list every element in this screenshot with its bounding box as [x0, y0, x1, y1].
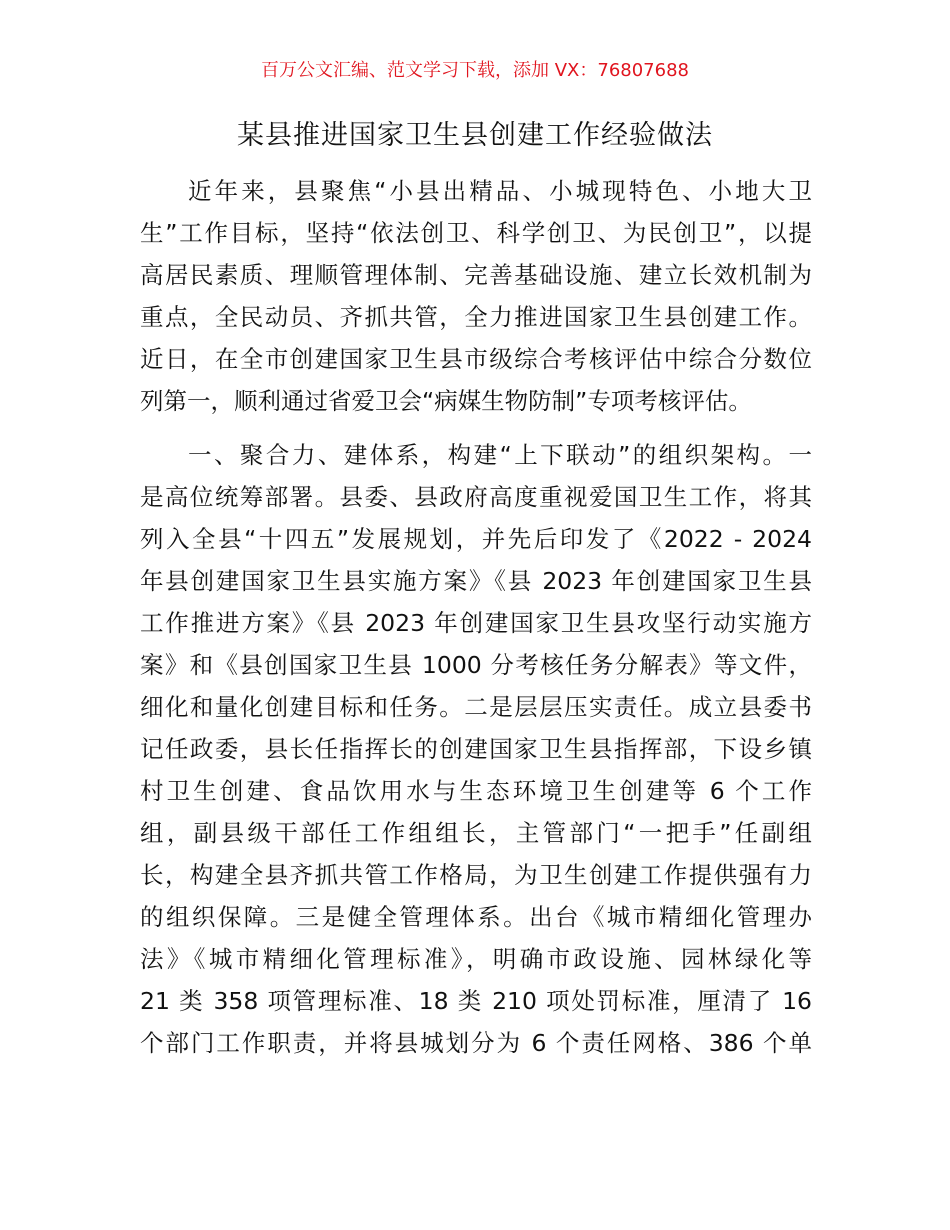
- text-line: 生”工作目标，坚持“依法创卫、科学创卫、为民创卫”，以提: [140, 219, 812, 247]
- document-body: [140, 170, 812, 1064]
- text-line: 重点，全民动员、齐抓共管，全力推进国家卫生县创建工作。: [140, 303, 812, 331]
- text-line: 的组织保障。三是健全管理体系。出台《城市精细化管理办: [140, 903, 812, 931]
- document-title: 某县推进国家卫生县创建工作经验做法: [237, 120, 713, 151]
- text-line: 工作推进方案》《县 2023 年创建国家卫生县攻坚行动实施方: [140, 609, 812, 637]
- text-line: 年县创建国家卫生县实施方案》《县 2023 年创建国家卫生县: [140, 567, 812, 595]
- paragraph-section-1: [140, 434, 812, 1064]
- text-line: 高居民素质、理顺管理体制、完善基础设施、建立长效机制为: [140, 261, 812, 289]
- text-line: 个部门工作职责，并将县城划分为 6 个责任网格、386 个单: [140, 1029, 812, 1057]
- text-line: 法》《城市精细化管理标准》，明确市政设施、园林绿化等: [140, 945, 812, 973]
- text-line: 近年来，县聚焦“小县出精品、小城现特色、小地大卫: [188, 177, 812, 205]
- text-line: 组，副县级干部任工作组组长，主管部门“一把手”任副组: [140, 819, 812, 847]
- paragraph-gap: [140, 422, 812, 434]
- text-line: 是高位统筹部署。县委、县政府高度重视爱国卫生工作，将其: [140, 483, 812, 511]
- text-line: 村卫生创建、食品饮用水与生态环境卫生创建等 6 个工作: [140, 777, 812, 805]
- text-line: 长，构建全县齐抓共管工作格局，为卫生创建工作提供强有力: [140, 861, 812, 889]
- watermark-header: 百万公文汇编、范文学习下载，添加 VX：76807688: [261, 60, 689, 81]
- text-line: 列第一，顺利通过省爱卫会“病媒生物防制”专项考核评估。: [140, 387, 752, 415]
- text-line: 细化和量化创建目标和任务。二是层层压实责任。成立县委书: [140, 693, 812, 721]
- text-line: 列入全县“十四五”发展规划，并先后印发了《2022 - 2024: [140, 525, 812, 553]
- text-line: 案》和《县创国家卫生县 1000 分考核任务分解表》等文件，: [140, 651, 812, 679]
- text-line: 21 类 358 项管理标准、18 类 210 项处罚标准，厘清了 16: [140, 987, 812, 1015]
- paragraph-intro: [140, 170, 812, 422]
- text-line: 一、聚合力、建体系，构建“上下联动”的组织架构。一: [188, 441, 812, 469]
- text-line: 近日，在全市创建国家卫生县市级综合考核评估中综合分数位: [140, 345, 812, 373]
- text-line: 记任政委，县长任指挥长的创建国家卫生县指挥部，下设乡镇: [140, 735, 812, 763]
